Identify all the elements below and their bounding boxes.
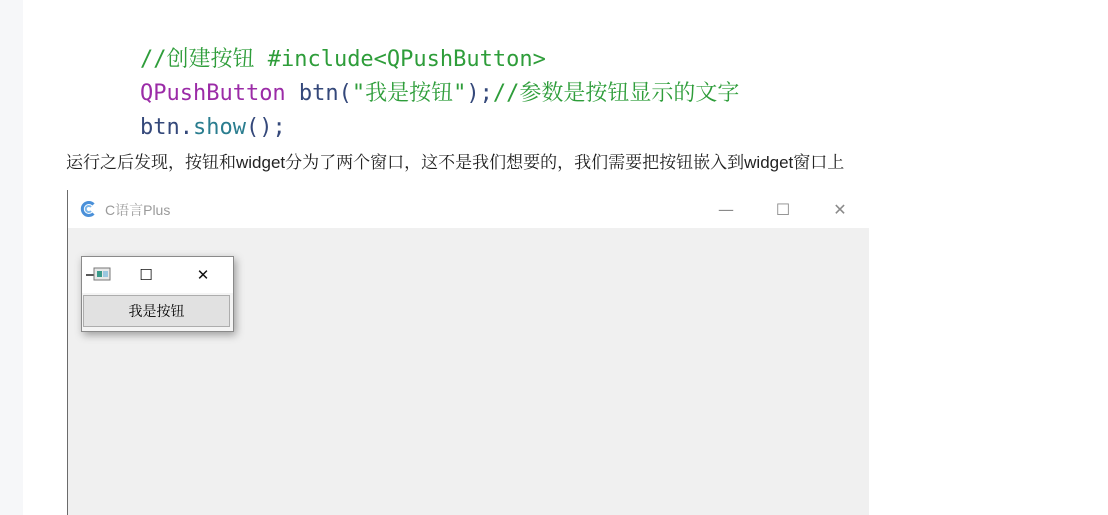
button-window-maximize-icon[interactable]: ☐ bbox=[139, 266, 153, 284]
code-block bbox=[23, 0, 1108, 140]
main-window-title: C语言Plus bbox=[105, 202, 171, 218]
push-button[interactable]: 我是按钮 bbox=[83, 295, 230, 327]
body-paragraph: 运行之后发现，按钮和widget分为了两个窗口，这不是我们想要的，我们需要把按钮嵌入到widget窗口上 bbox=[66, 153, 845, 172]
close-icon[interactable]: ✕ bbox=[833, 199, 847, 219]
minimize-icon[interactable]: — bbox=[718, 199, 734, 219]
maximize-icon[interactable]: ☐ bbox=[775, 199, 791, 219]
window-app-icon bbox=[86, 267, 112, 281]
code-comment: //参数是按钮显示的文字 bbox=[492, 81, 740, 106]
code-variable: btn( bbox=[285, 81, 352, 106]
code-function: show bbox=[192, 115, 246, 140]
code-comment: //创建按钮 #include<QPushButton> bbox=[139, 47, 546, 72]
button-window-close-icon[interactable]: ✕ bbox=[196, 266, 210, 284]
page-gutter bbox=[0, 0, 23, 515]
code-type: QPushButton bbox=[139, 81, 286, 106]
code-string: "我是按钮" bbox=[351, 81, 467, 106]
code-call-end: (); bbox=[245, 115, 286, 140]
code-object: btn. bbox=[139, 115, 193, 140]
screenshot-image bbox=[67, 190, 869, 515]
code-paren: ); bbox=[466, 81, 493, 106]
main-window-titlebar bbox=[68, 190, 869, 228]
button-window-titlebar bbox=[82, 257, 233, 293]
app-logo-icon bbox=[80, 200, 98, 218]
button-window bbox=[81, 256, 234, 332]
